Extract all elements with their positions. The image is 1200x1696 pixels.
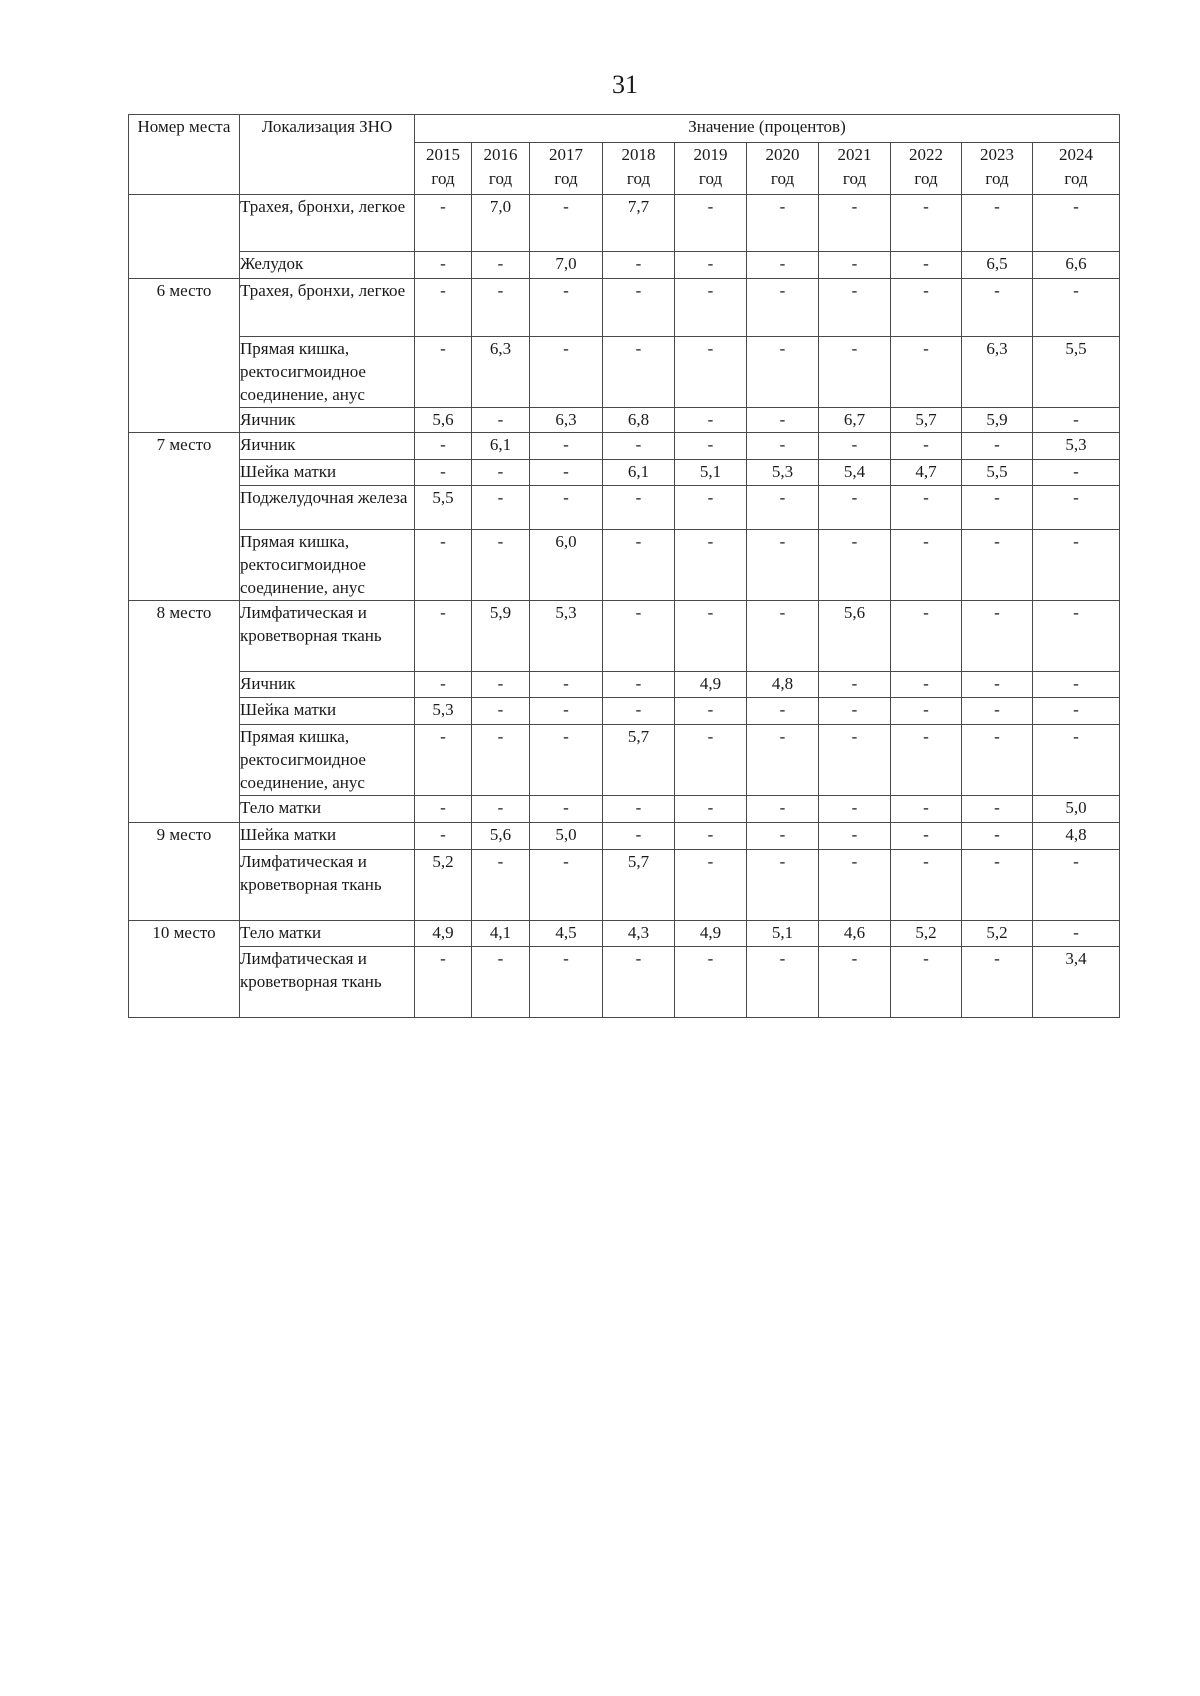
table-row <box>129 408 1120 433</box>
value-cell: - <box>415 725 472 796</box>
value-cell: - <box>603 530 675 601</box>
table-row <box>129 601 1120 672</box>
value-cell: - <box>1033 921 1120 947</box>
value-cell: - <box>819 486 891 530</box>
header-year-number: 2019 <box>693 145 728 164</box>
value-cell: - <box>747 279 819 337</box>
value-cell: - <box>472 947 530 1018</box>
value-cell: - <box>603 698 675 725</box>
header-year-number: 2024 <box>1059 145 1094 164</box>
value-cell: - <box>472 530 530 601</box>
localization-cell: Прямая кишка, ректосигмоидное соединение, анус <box>240 530 415 601</box>
value-cell: - <box>962 796 1033 823</box>
value-cell: - <box>1033 698 1120 725</box>
value-cell: - <box>962 850 1033 921</box>
cancer-localization-table <box>128 114 1120 1018</box>
value-cell: 6,6 <box>1033 252 1120 279</box>
value-cell: - <box>675 408 747 433</box>
value-cell: - <box>472 252 530 279</box>
value-cell: - <box>891 337 962 408</box>
value-cell: 5,0 <box>1033 796 1120 823</box>
value-cell: - <box>530 279 603 337</box>
value-cell: - <box>472 460 530 486</box>
value-cell: - <box>819 433 891 460</box>
value-cell: 7,7 <box>603 195 675 252</box>
value-cell: 6,3 <box>530 408 603 433</box>
table-row <box>129 433 1120 460</box>
value-cell: - <box>747 530 819 601</box>
value-cell: - <box>962 823 1033 850</box>
value-cell: - <box>415 796 472 823</box>
value-cell: - <box>472 725 530 796</box>
value-cell: - <box>415 947 472 1018</box>
value-cell: - <box>530 486 603 530</box>
value-cell: - <box>530 947 603 1018</box>
header-year-unit: год <box>488 169 513 188</box>
value-cell: 7,0 <box>530 252 603 279</box>
header-year-2015 <box>415 143 472 195</box>
value-cell: - <box>891 530 962 601</box>
value-cell: 6,0 <box>530 530 603 601</box>
header-year-unit: год <box>626 169 651 188</box>
localization-cell: Шейка матки <box>240 460 415 486</box>
place-cell: 10 место <box>129 921 240 1018</box>
value-cell: - <box>530 698 603 725</box>
value-cell: - <box>472 796 530 823</box>
value-cell: 6,3 <box>962 337 1033 408</box>
value-cell: - <box>1033 530 1120 601</box>
value-cell: - <box>415 672 472 698</box>
value-cell: 5,7 <box>891 408 962 433</box>
value-cell: 5,2 <box>415 850 472 921</box>
value-cell: - <box>472 850 530 921</box>
value-cell: 5,5 <box>1033 337 1120 408</box>
value-cell: - <box>891 486 962 530</box>
value-cell: - <box>675 796 747 823</box>
header-year-unit: год <box>431 169 455 188</box>
header-year-number: 2022 <box>909 145 943 164</box>
value-cell: 5,4 <box>819 460 891 486</box>
header-year-2018 <box>603 143 675 195</box>
localization-cell: Трахея, бронхи, легкое <box>240 279 415 337</box>
value-cell: - <box>415 823 472 850</box>
value-cell: - <box>819 725 891 796</box>
header-year-number: 2017 <box>549 145 583 164</box>
header-year-2019 <box>675 143 747 195</box>
value-cell: - <box>530 195 603 252</box>
value-cell: - <box>891 850 962 921</box>
value-cell: - <box>747 725 819 796</box>
header-year-unit: год <box>1064 169 1088 188</box>
value-cell: - <box>962 530 1033 601</box>
header-year-number: 2021 <box>837 145 872 164</box>
place-cell: 6 место <box>129 279 240 433</box>
value-cell: 4,3 <box>603 921 675 947</box>
value-cell: - <box>1033 195 1120 252</box>
value-cell: 6,5 <box>962 252 1033 279</box>
value-cell: - <box>472 698 530 725</box>
value-cell: 5,3 <box>415 698 472 725</box>
value-cell: - <box>819 530 891 601</box>
value-cell: 5,7 <box>603 725 675 796</box>
value-cell: - <box>1033 486 1120 530</box>
value-cell: - <box>819 337 891 408</box>
value-cell: - <box>530 850 603 921</box>
value-cell: - <box>747 796 819 823</box>
value-cell: - <box>962 486 1033 530</box>
value-cell: - <box>891 433 962 460</box>
value-cell: - <box>472 408 530 433</box>
value-cell: - <box>415 433 472 460</box>
value-cell: - <box>675 530 747 601</box>
value-cell: - <box>962 698 1033 725</box>
value-cell: - <box>675 947 747 1018</box>
value-cell: - <box>747 850 819 921</box>
value-cell: - <box>415 337 472 408</box>
value-cell: 6,3 <box>472 337 530 408</box>
value-cell: 4,5 <box>530 921 603 947</box>
value-cell: 5,5 <box>962 460 1033 486</box>
value-cell: 5,5 <box>415 486 472 530</box>
header-year-2017 <box>530 143 603 195</box>
value-cell: - <box>891 947 962 1018</box>
localization-cell: Тело матки <box>240 796 415 823</box>
value-cell: - <box>603 337 675 408</box>
value-cell: - <box>472 279 530 337</box>
value-cell: - <box>819 195 891 252</box>
value-cell: 5,0 <box>530 823 603 850</box>
localization-cell: Прямая кишка, ректосигмоидное соединение, анус <box>240 725 415 796</box>
table-row <box>129 850 1120 921</box>
table-row <box>129 796 1120 823</box>
value-cell: - <box>747 433 819 460</box>
value-cell: 4,9 <box>415 921 472 947</box>
value-cell: 5,6 <box>819 601 891 672</box>
localization-cell: Лимфатическая и кроветворная ткань <box>240 850 415 921</box>
table-row <box>129 823 1120 850</box>
header-year-2016 <box>472 143 530 195</box>
value-cell: - <box>819 252 891 279</box>
value-cell: - <box>1033 601 1120 672</box>
header-year-number: 2016 <box>483 145 518 164</box>
value-cell: - <box>1033 408 1120 433</box>
header-year-number: 2020 <box>765 145 800 164</box>
value-cell: - <box>747 947 819 1018</box>
place-cell: 9 место <box>129 823 240 921</box>
table-row <box>129 195 1120 252</box>
page-number: 31 <box>612 70 638 99</box>
value-cell: - <box>603 672 675 698</box>
value-cell: - <box>530 433 603 460</box>
table-header <box>129 115 1120 195</box>
value-cell: 5,6 <box>472 823 530 850</box>
value-cell: - <box>603 796 675 823</box>
table-row <box>129 337 1120 408</box>
localization-cell: Шейка матки <box>240 823 415 850</box>
value-cell: - <box>675 601 747 672</box>
localization-cell: Желудок <box>240 252 415 279</box>
localization-cell: Лимфатическая и кроветворная ткань <box>240 601 415 672</box>
header-year-2023 <box>962 143 1033 195</box>
value-cell: - <box>530 337 603 408</box>
value-cell: - <box>675 486 747 530</box>
value-cell: - <box>472 486 530 530</box>
value-cell: - <box>675 337 747 408</box>
value-cell: - <box>675 725 747 796</box>
value-cell: 5,9 <box>472 601 530 672</box>
value-cell: - <box>819 698 891 725</box>
value-cell: 6,8 <box>603 408 675 433</box>
value-cell: - <box>675 698 747 725</box>
value-cell: - <box>891 279 962 337</box>
header-year-2021 <box>819 143 891 195</box>
value-cell: - <box>747 408 819 433</box>
table-row <box>129 947 1120 1018</box>
header-year-unit: год <box>985 169 1009 188</box>
value-cell: - <box>1033 460 1120 486</box>
value-cell: - <box>603 433 675 460</box>
value-cell: - <box>603 601 675 672</box>
value-cell: - <box>675 850 747 921</box>
value-cell: - <box>891 252 962 279</box>
value-cell: - <box>962 601 1033 672</box>
value-cell: - <box>962 279 1033 337</box>
header-year-number: 2018 <box>621 145 656 164</box>
value-cell: 5,1 <box>747 921 819 947</box>
value-cell: - <box>747 252 819 279</box>
value-cell: - <box>530 796 603 823</box>
value-cell: - <box>747 195 819 252</box>
localization-cell: Яичник <box>240 672 415 698</box>
header-place: Номер места <box>129 115 240 195</box>
value-cell: - <box>1033 672 1120 698</box>
value-cell: 5,9 <box>962 408 1033 433</box>
value-cell: - <box>603 279 675 337</box>
value-cell: - <box>962 433 1033 460</box>
localization-cell: Поджелудочная железа <box>240 486 415 530</box>
value-cell: 4,6 <box>819 921 891 947</box>
header-year-unit: год <box>842 169 867 188</box>
header-year-unit: год <box>698 169 723 188</box>
value-cell: - <box>530 460 603 486</box>
place-cell <box>129 195 240 279</box>
table-row <box>129 279 1120 337</box>
value-cell: - <box>747 823 819 850</box>
value-cell: 5,3 <box>530 601 603 672</box>
value-cell: 4,9 <box>675 672 747 698</box>
value-cell: 5,6 <box>415 408 472 433</box>
table-row <box>129 530 1120 601</box>
localization-cell: Яичник <box>240 408 415 433</box>
value-cell: 6,1 <box>472 433 530 460</box>
value-cell: 5,1 <box>675 460 747 486</box>
table-row <box>129 460 1120 486</box>
value-cell: - <box>819 279 891 337</box>
table-body <box>129 195 1120 1018</box>
value-cell: - <box>603 823 675 850</box>
localization-cell: Яичник <box>240 433 415 460</box>
value-cell: 5,3 <box>747 460 819 486</box>
value-cell: - <box>415 601 472 672</box>
value-cell: - <box>891 796 962 823</box>
value-cell: - <box>603 252 675 279</box>
table-row <box>129 921 1120 947</box>
value-cell: - <box>962 725 1033 796</box>
value-cell: 4,1 <box>472 921 530 947</box>
value-cell: - <box>675 252 747 279</box>
value-cell: - <box>675 433 747 460</box>
value-cell: 7,0 <box>472 195 530 252</box>
header-values: Значение (процентов) <box>415 115 1120 143</box>
value-cell: - <box>819 947 891 1018</box>
value-cell: - <box>747 337 819 408</box>
header-year-2024 <box>1033 143 1120 195</box>
value-cell: 5,2 <box>962 921 1033 947</box>
value-cell: - <box>891 672 962 698</box>
value-cell: - <box>891 698 962 725</box>
value-cell: - <box>819 850 891 921</box>
place-cell: 8 место <box>129 601 240 823</box>
place-cell: 7 место <box>129 433 240 601</box>
value-cell: - <box>747 601 819 672</box>
value-cell: - <box>891 601 962 672</box>
value-cell: - <box>891 195 962 252</box>
table-row <box>129 486 1120 530</box>
value-cell: - <box>747 486 819 530</box>
value-cell: - <box>1033 725 1120 796</box>
value-cell: - <box>415 530 472 601</box>
localization-cell: Тело матки <box>240 921 415 947</box>
header-year-number: 2023 <box>980 145 1014 164</box>
value-cell: - <box>530 725 603 796</box>
value-cell: - <box>962 947 1033 1018</box>
value-cell: - <box>415 195 472 252</box>
value-cell: - <box>415 460 472 486</box>
value-cell: 6,1 <box>603 460 675 486</box>
localization-cell: Шейка матки <box>240 698 415 725</box>
value-cell: 5,3 <box>1033 433 1120 460</box>
table-row <box>129 252 1120 279</box>
value-cell: - <box>962 672 1033 698</box>
header-year-unit: год <box>554 169 578 188</box>
value-cell: - <box>1033 850 1120 921</box>
localization-cell: Прямая кишка, ректосигмоидное соединение, анус <box>240 337 415 408</box>
table-row <box>129 698 1120 725</box>
value-cell: 4,9 <box>675 921 747 947</box>
header-year-unit: год <box>914 169 938 188</box>
value-cell: 4,8 <box>747 672 819 698</box>
value-cell: 4,7 <box>891 460 962 486</box>
value-cell: - <box>819 796 891 823</box>
value-cell: 4,8 <box>1033 823 1120 850</box>
value-cell: 3,4 <box>1033 947 1120 1018</box>
value-cell: - <box>1033 279 1120 337</box>
table-row <box>129 672 1120 698</box>
value-cell: - <box>415 252 472 279</box>
value-cell: - <box>603 947 675 1018</box>
value-cell: - <box>603 486 675 530</box>
value-cell: - <box>819 823 891 850</box>
value-cell: - <box>747 698 819 725</box>
header-localization: Локализация ЗНО <box>240 115 415 195</box>
localization-cell: Лимфатическая и кроветворная ткань <box>240 947 415 1018</box>
value-cell: - <box>891 823 962 850</box>
value-cell: - <box>675 823 747 850</box>
header-year-unit: год <box>770 169 795 188</box>
value-cell: - <box>415 279 472 337</box>
header-year-2022 <box>891 143 962 195</box>
value-cell: - <box>530 672 603 698</box>
value-cell: - <box>675 195 747 252</box>
value-cell: - <box>675 279 747 337</box>
table-row <box>129 725 1120 796</box>
value-cell: - <box>891 725 962 796</box>
value-cell: 5,7 <box>603 850 675 921</box>
header-year-2020 <box>747 143 819 195</box>
value-cell: - <box>962 195 1033 252</box>
value-cell: - <box>472 672 530 698</box>
header-year-number: 2015 <box>426 145 460 164</box>
localization-cell: Трахея, бронхи, легкое <box>240 195 415 252</box>
value-cell: 6,7 <box>819 408 891 433</box>
value-cell: 5,2 <box>891 921 962 947</box>
value-cell: - <box>819 672 891 698</box>
